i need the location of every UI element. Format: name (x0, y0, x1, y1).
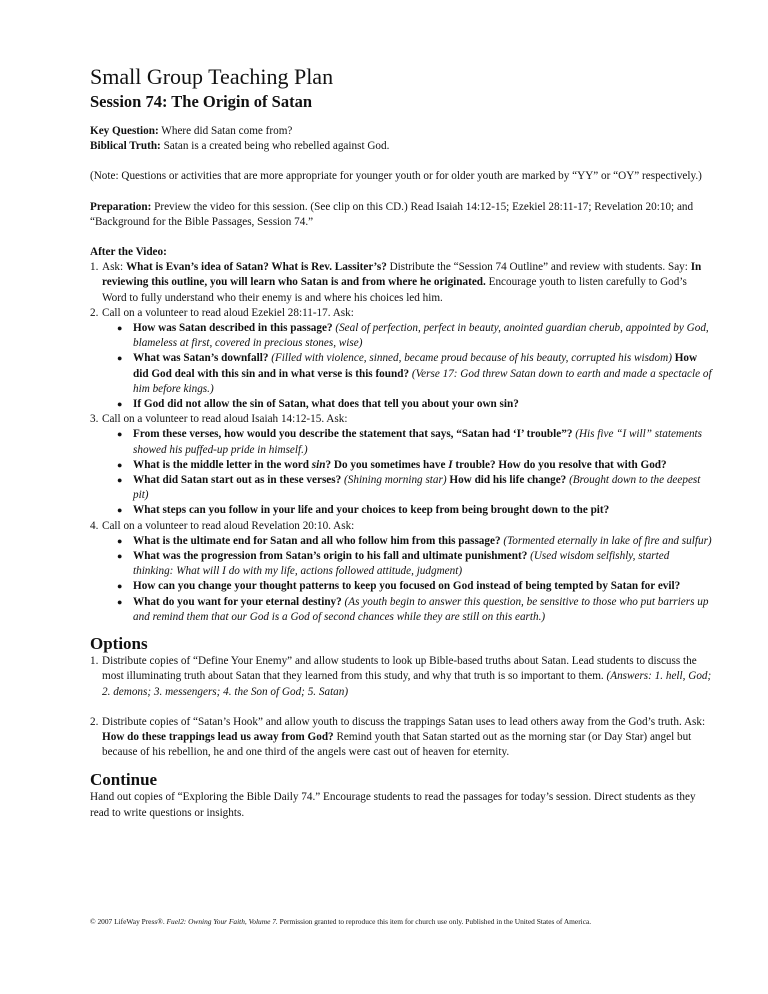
bullet-icon: ● (117, 459, 123, 470)
question-item: ● What do you want for your eternal destiny? (As youth begin to answer this question, be sensitive to those who put barriers up and remind them that our God is a God of second chances while they are still on this earth.) (117, 595, 709, 623)
bullet-icon: ● (117, 323, 123, 334)
bullet-icon: ● (117, 399, 123, 410)
bullet-icon: ● (117, 551, 123, 562)
bullet-icon: ● (117, 429, 123, 440)
biblical-truth: Biblical Truth: Satan is a created being who rebelled against God. (90, 140, 390, 153)
question-item: ● What was Satan’s downfall? (Filled with violence, sinned, became proud because of his beauty, corrupted his wisdom) How did God deal with this sin and in what verse is this found? (Verse 17: God threw Satan down to earth and made a spectacle of him before kings.) (117, 352, 712, 395)
bullet-icon: ● (117, 535, 123, 546)
bullet-icon: ● (117, 596, 123, 607)
page-title: Small Group Teaching Plan (90, 64, 334, 89)
question-item: ● From these verses, how would you describe the statement that says, “Satan had ‘I’ trouble”? (His five “I will” statements showed his puffed-up pride in himself.) (117, 428, 703, 456)
question-item: ● What did Satan start out as in these verses? (Shining morning star) How did his life change? (Brought down to the deepest pit) (117, 474, 701, 502)
options-heading: Options (90, 634, 148, 654)
session-title: Session 74: The Origin of Satan (90, 92, 313, 111)
step-item: 4. Call on a volunteer to read aloud Revelation 20:10. Ask: ● What is the ultimate end for Satan and all who follow him from this passage? (Tormented eternally in lake of fire and sulfur) ● What was the progression from Satan’s origin to his fall and ultimate punishment? (Used wisdom selfishly, started thinking: What will I do with my life, actions followed attitude, judgment) ● How can you change your thought patterns to keep you focused on God instead of being tempted by Satan for evil? ● What do you want for your eternal destiny? (As youth begin to answer this question, be sensitive to those who put barriers up and remind them that our God is a God of second chances while they are still on this earth.) (90, 519, 712, 625)
lesson-content (90, 124, 712, 821)
question-item: ● What is the middle letter in the word sin? Do you sometimes have I trouble? How do you resolve that with God? (102, 458, 712, 473)
copyright-footer: © 2007 LifeWay Press®. Fuel2: Owning Your Faith, Volume 7. Permission granted to reproduce this item for church use only. Published in the United States of America. (90, 917, 592, 926)
step-item: 2. Call on a volunteer to read aloud Ezekiel 28:11-17. Ask: ● How was Satan described in this passage? (Seal of perfection, perfect in beauty, anointed guardian cherub, appointed by God, blameless at first, covered in precious stones, wise) ● What was Satan’s downfall? (Filled with violence, sinned, became proud because of his beauty, corrupted his wisdom) How did God deal with this sin and in what verse is this found? (Verse 17: God threw Satan down to earth and made a spectacle of him before kings.) ● If God did not allow the sin of Satan, what does that tell you about your own sin? (90, 306, 712, 412)
option-item: 2. Distribute copies of “Satan’s Hook” and allow youth to discuss the trappings Satan uses to lead others away from the God’s truth. Ask: How do these trappings lead us away from God? Remind youth that Satan started out as the morning star (or Day Star) angel but because of his rebellion, he and one third of the angels were cast out of heaven for eternity. (90, 715, 706, 759)
step-item: 1. Ask: What is Evan’s idea of Satan? What is Rev. Lassiter’s? Distribute the “Session 74 Outline” and review with students. Say: In reviewing this outline, you will learn who Satan is and from where he originated. Encourage youth to listen carefully to God’s Word to fully understand who their enemy is and where his choices led him. (90, 261, 702, 304)
continue-heading: Continue (90, 770, 158, 790)
bullet-icon: ● (117, 475, 123, 486)
question-list (102, 534, 712, 625)
bullet-icon: ● (117, 353, 123, 364)
question-item: ● What steps can you follow in your life and your choices to keep from being brought down to the pit? (102, 503, 712, 518)
question-item: ● If God did not allow the sin of Satan, what does that tell you about your own sin? (102, 397, 712, 412)
bullet-icon: ● (117, 505, 123, 516)
question-item: ● How was Satan described in this passage? (Seal of perfection, perfect in beauty, anointed guardian cherub, appointed by God, blameless at first, covered in precious stones, wise) (117, 322, 709, 350)
after-video-heading: After the Video: (90, 246, 167, 259)
note-paragraph: (Note: Questions or activities that are more appropriate for younger youth or for older youth are marked by “YY” or “OY” respectively.) (90, 170, 702, 183)
step-item: 3. Call on a volunteer to read aloud Isaiah 14:12-15. Ask: ● From these verses, how would you describe the statement that says, “Satan had ‘I’ trouble”? (His five “I will” statements showed his puffed-up pride in himself.) ● What is the middle letter in the word sin? Do you sometimes have I trouble? How do you resolve that with God? ● What did Satan start out as in these verses? (Shining morning star) How did his life change? (Brought down to the deepest pit) ● What steps can you follow in your life and your choices to keep from being brought down to the pit? (90, 412, 712, 518)
option-item: 1. Distribute copies of “Define Your Enemy” and allow students to look up Bible-based truths about Satan. Lead students to discuss the most illuminating truth about Satan that they learned from this study, and why that truth is so important to them. (Answers: 1. hell, God; 2. demons; 3. messengers; 4. the Son of God; 5. Satan) (90, 655, 712, 698)
after-video-steps (90, 260, 712, 625)
question-item: ● What was the progression from Satan’s origin to his fall and ultimate punishment? (Used wisdom selfishly, started thinking: What will I do with my life, actions followed attitude, judgment) (117, 550, 670, 578)
bullet-icon: ● (117, 581, 123, 592)
key-question: Key Question: Where did Satan come from? (90, 125, 293, 137)
preparation-paragraph: Preparation: Preview the video for this session. (See clip on this CD.) Read Isaiah 14:12-15; Ezekiel 28:11-17; Revelation 20:10; and “Background for the Bible Passages, Session 74.” (90, 200, 694, 228)
options-list (90, 654, 712, 760)
question-list (102, 427, 712, 518)
question-item: ● What is the ultimate end for Satan and all who follow him from this passage? (Tormented eternally in lake of fire and sulfur) (102, 534, 712, 549)
question-item: ● How can you change your thought patterns to keep you focused on God instead of being tempted by Satan for evil? (102, 579, 712, 594)
continue-paragraph: Hand out copies of “Exploring the Bible Daily 74.” Encourage students to read the passages for today’s session. Direct students as they read to write questions or insights. (90, 791, 696, 819)
question-list (102, 321, 712, 412)
